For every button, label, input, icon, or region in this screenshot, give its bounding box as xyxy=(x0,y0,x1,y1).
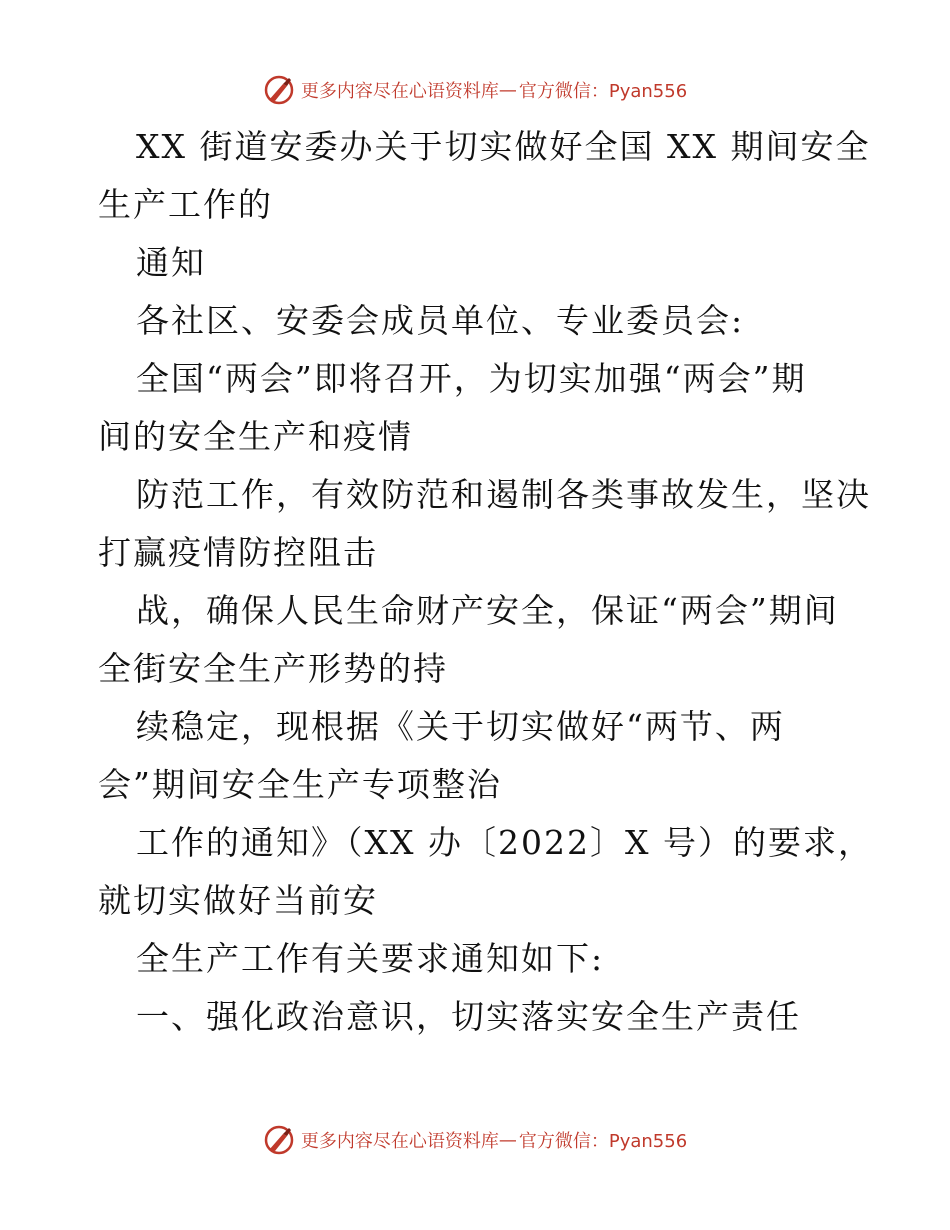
banner-text: 更多内容尽在心语资料库 xyxy=(300,1131,499,1152)
doc-line: 防范工作，有效防范和遏制各类事故发生，坚决 xyxy=(136,475,871,514)
doc-line: 全国“两会”即将召开，为切实加强“两会”期 xyxy=(136,359,807,398)
doc-line: 战，确保人民生命财产安全，保证“两会”期间 xyxy=(136,591,839,630)
doc-line: 打赢疫情防控阻击 xyxy=(98,533,378,572)
doc-line: 全生产工作有关要求通知如下: xyxy=(136,939,605,978)
banner-contact: 官方微信：Pyan556 xyxy=(518,1131,688,1152)
doc-line: 就切实做好当前安 xyxy=(98,881,378,920)
banner-text: 更多内容尽在心语资料库 xyxy=(300,81,499,102)
banner-dash: — xyxy=(498,1129,517,1151)
doc-line: 工作的通知》（XX 办〔2022〕X 号）的要求， xyxy=(136,823,873,862)
doc-line: XX 街道安委办关于切实做好全国 XX 期间安全 xyxy=(136,127,871,166)
document-body xyxy=(98,118,873,1046)
doc-line: 通知 xyxy=(136,243,206,282)
doc-line: 一、强化政治意识，切实落实安全生产责任 xyxy=(136,997,801,1036)
footer-banner xyxy=(0,1120,950,1160)
doc-line: 续稳定，现根据《关于切实做好“两节、两 xyxy=(136,707,785,746)
doc-line: 生产工作的 xyxy=(98,185,273,224)
header-banner xyxy=(0,70,950,110)
pen-logo-icon xyxy=(263,1124,295,1156)
doc-line: 间的安全生产和疫情 xyxy=(98,417,413,456)
doc-line: 各社区、安委会成员单位、专业委员会: xyxy=(136,301,745,340)
banner-contact: 官方微信：Pyan556 xyxy=(518,81,688,102)
doc-line: 会”期间安全生产专项整治 xyxy=(98,765,502,804)
banner-dash: — xyxy=(498,79,517,101)
pen-logo-icon xyxy=(263,74,295,106)
doc-line: 全街安全生产形势的持 xyxy=(98,649,448,688)
